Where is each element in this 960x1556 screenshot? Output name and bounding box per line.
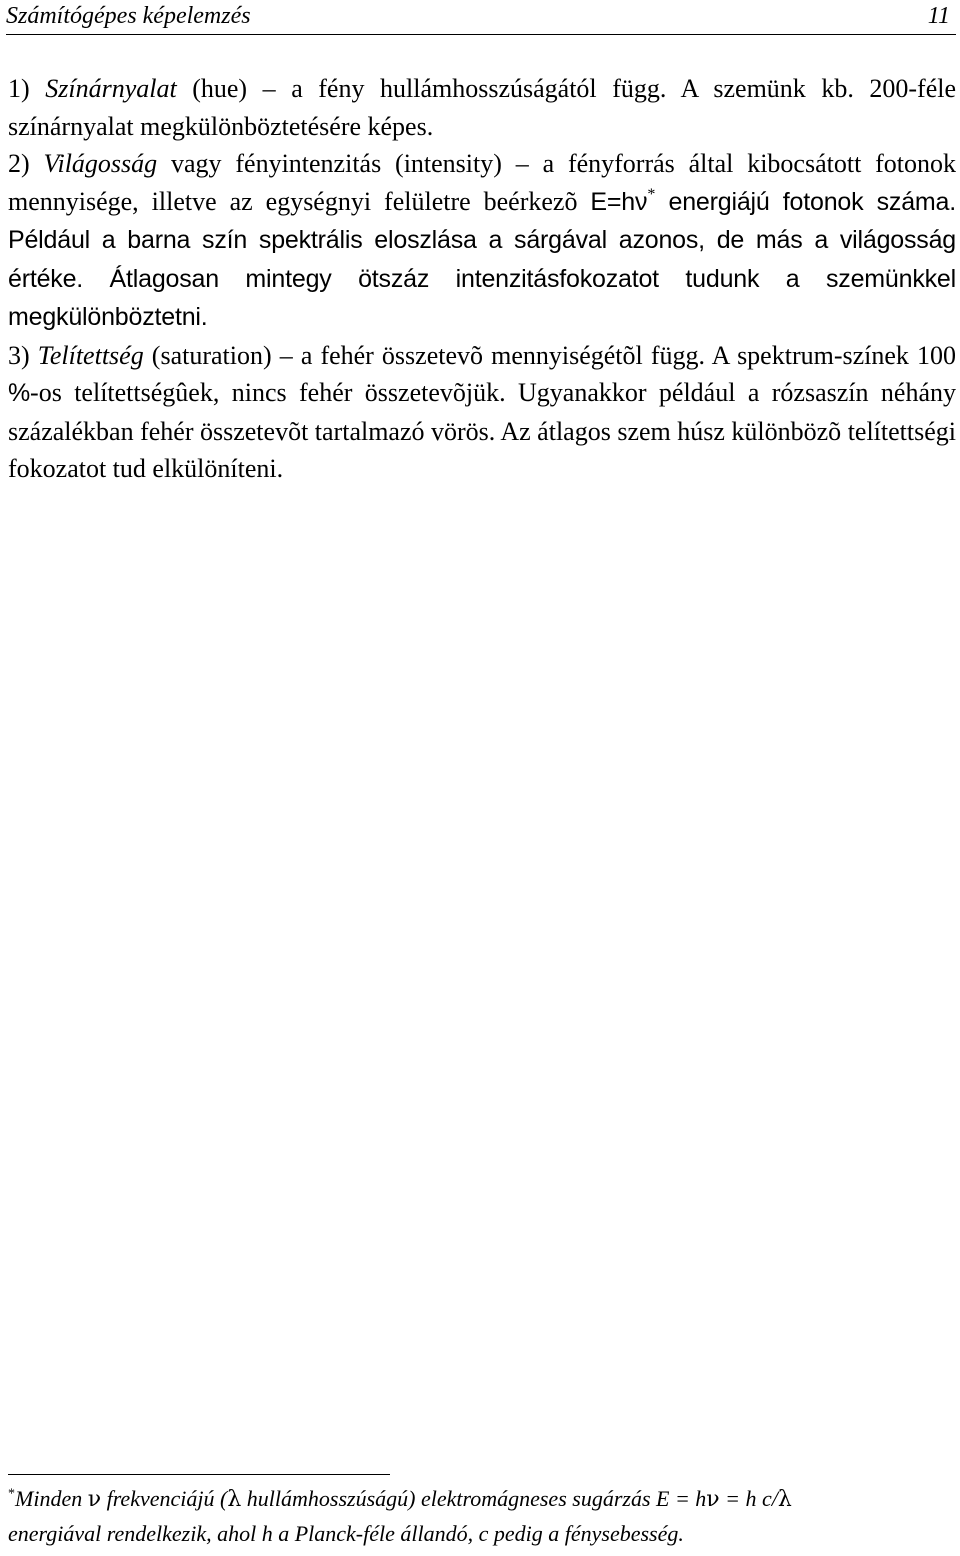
- page-header: [6, 0, 956, 35]
- page-number: 11: [927, 3, 950, 29]
- item-text-continued: energiájú fotonok száma. Például a barna szín spektrális eloszlása a sárgával azonos, de más a világosság értéke. Átlagosan mintegy ötszáz intenzitásfokozatot tudunk a szemünkkel megkülönböztetni.: [8, 187, 957, 331]
- item-text-continued: -os telítettségûek, nincs fehér összetevõjük. Ugyanakkor például a rózsaszín néhány százalékban fehér összetevõt tartalmazó vörös. Az átlagos szem húsz különbözõ telítettségi fokozatot tud elkülöníteni.: [8, 378, 956, 483]
- lambda-symbol: λ: [777, 1487, 792, 1512]
- footnote: [8, 1482, 958, 1551]
- term-intensity: Világosság: [43, 149, 158, 178]
- footnote-text: Minden: [15, 1486, 88, 1511]
- lambda-symbol: λ: [227, 1487, 242, 1512]
- item-number: 2): [8, 149, 30, 178]
- footnote-text: = h c/: [719, 1486, 778, 1511]
- term-saturation: Telítettség: [37, 340, 144, 370]
- footnote-divider: [8, 1474, 390, 1475]
- nu-symbol: ν: [706, 1487, 720, 1512]
- percent-sign: %: [8, 379, 31, 407]
- footnote-text: frekvenciájú (: [101, 1486, 228, 1511]
- item-text: vagy fényintenzitás (intensity) – a fényforrás által kibocsátott fotonok mennyisége, illetve az egységnyi felületre beérkezõ: [8, 149, 957, 216]
- item-text: (saturation) – a fehér összetevõ mennyiségétõl függ. A spektrum-színek 100: [143, 340, 957, 370]
- footnote-line-1: [8, 1482, 958, 1517]
- formula-energy: E=hν: [590, 187, 648, 216]
- item-number: 3): [8, 340, 30, 370]
- nu-symbol: ν: [87, 1487, 102, 1512]
- item-number: 1): [8, 74, 30, 103]
- list-item-intensity: [8, 145, 956, 337]
- list-item-saturation: [8, 337, 956, 488]
- footnote-text: hullámhosszúságú) elektromágneses sugárzás E = h: [241, 1486, 707, 1511]
- body-text: [8, 70, 956, 488]
- list-item-hue: [8, 70, 956, 145]
- term-hue: Színárnyalat: [45, 74, 177, 103]
- footnote-reference: *: [647, 185, 656, 203]
- footnote-line-2: energiával rendelkezik, ahol h a Planck-féle állandó, c pedig a fénysebesség.: [8, 1521, 684, 1546]
- footnote-mark: *: [8, 1486, 15, 1502]
- running-title: Számítógépes képelemzés: [6, 3, 251, 29]
- item-text: (hue) – a fény hullámhosszúságától függ. A szemünk kb. 200-féle színárnyalat megkülönböztetésére képes.: [8, 74, 957, 141]
